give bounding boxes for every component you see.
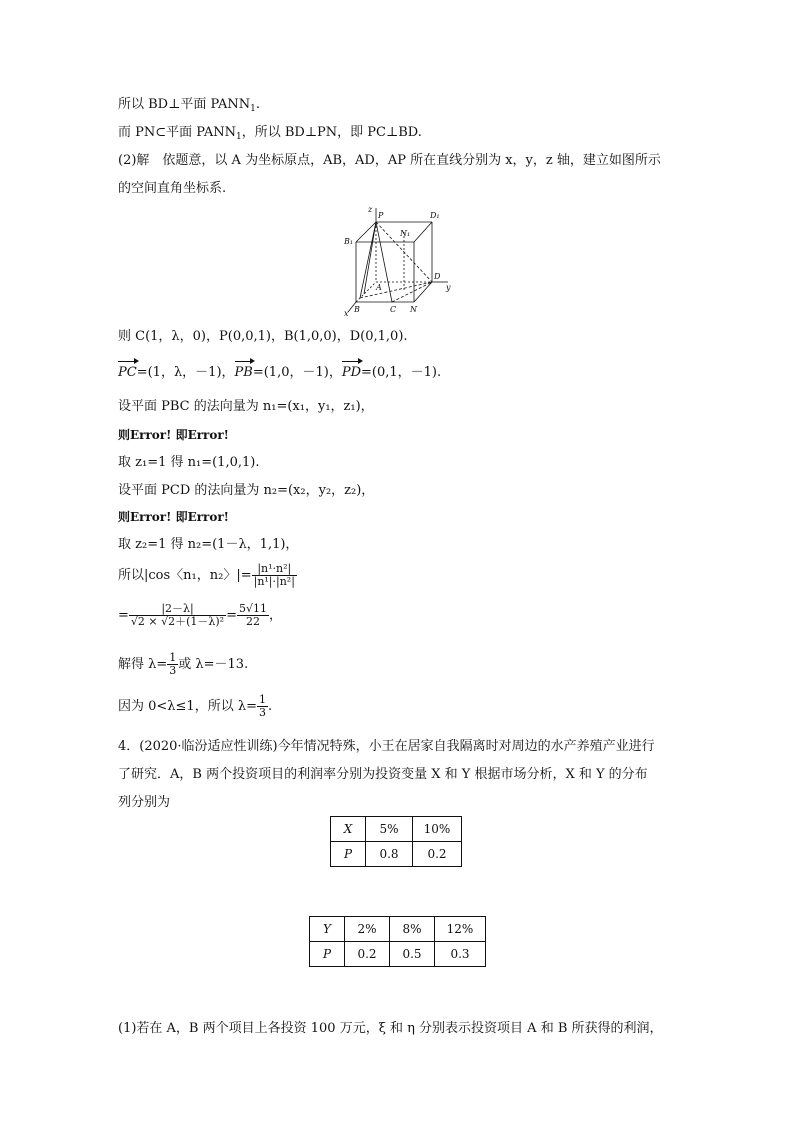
text-line-error-2: 则Error! 即Error! bbox=[118, 510, 229, 524]
edge bbox=[414, 282, 432, 302]
table-cell: 0.2 bbox=[413, 842, 462, 867]
cos-value-fraction: $\frac{|2-\lambda|}{\text{√2 × √2＋(1－λ)²}}$ bbox=[130, 602, 225, 628]
table-row bbox=[331, 817, 462, 842]
text-line-q4-2: 了研究．A，B 两个投资项目的利润率分别为投资变量 X 和 Y 根据市场分析，X 和 Y 的分布 bbox=[118, 767, 648, 782]
text-line-take-2: 取 z₂=1 得 n₂=(1－λ，1,1)， bbox=[118, 537, 299, 552]
label-x: x bbox=[344, 309, 349, 318]
table-cell: X bbox=[331, 817, 366, 842]
cos-fraction: $\frac{\text{|n¹·n²|}}{\text{|n¹|·|n²|}}$ bbox=[253, 562, 295, 588]
text-line-q4-sub1: (1)若在 A，B 两个项目上各投资 100 万元，ξ 和 η 分别表示投资项目 A 和 B 所获得的利润， bbox=[118, 1021, 663, 1036]
table-cell: P bbox=[331, 842, 366, 867]
vector-pb: PB bbox=[234, 365, 253, 380]
vector-pc: PC bbox=[118, 365, 137, 380]
table-cell: 0.2 bbox=[345, 942, 390, 967]
text-line-coords: 则 C(1，λ，0)，P(0,0,1)，B(1,0,0)，D(0,1,0). bbox=[118, 329, 408, 344]
label-y: y bbox=[446, 283, 451, 292]
text-line-pn-subset: 而 PN⊂平面 $PANN_1$，所以 BD⊥PN，即 PC⊥BD. bbox=[118, 125, 422, 142]
distribution-table-x bbox=[330, 816, 462, 867]
table-cell: 0.8 bbox=[366, 842, 413, 867]
text-line-cos-value: = $\frac{|2-\lambda|}{\text{√2 × √2＋(1－λ)²}}$ = $\frac{5√11}{22}$ ， bbox=[118, 602, 283, 628]
table-cell: 0.5 bbox=[390, 942, 435, 967]
text-line-bd-perp: 所以 BD⊥平面 $PANN_1$. bbox=[118, 97, 261, 114]
distribution-table-y bbox=[309, 916, 486, 967]
text-line-normal-2: 设平面 PCD 的法向量为 n₂=(x₂，y₂，z₂)， bbox=[118, 483, 375, 498]
label-d: D bbox=[434, 272, 441, 281]
text-line-take-1: 取 z₁=1 得 n₁=(1,0,1). bbox=[118, 455, 260, 470]
table-cell: 0.3 bbox=[435, 942, 486, 967]
text-line-q4-3: 列分别为 bbox=[118, 795, 171, 810]
table-cell: 10% bbox=[413, 817, 462, 842]
cos-result-fraction: $\frac{5√11}{22}$ bbox=[239, 602, 268, 628]
line-cd bbox=[392, 282, 432, 302]
table-cell: 2% bbox=[345, 917, 390, 942]
label-n1: N₁ bbox=[400, 229, 411, 238]
edge bbox=[414, 222, 432, 242]
text-line-cos: 所以|cos〈n₁，n₂〉|= $\frac{\text{|n¹·n²|}}{\text{|n¹|·|n²|}}$ bbox=[118, 562, 295, 588]
label-b1: B₁ bbox=[344, 237, 354, 246]
edge bbox=[356, 282, 376, 302]
text-line-solution-2: (2)解 依题意，以 A 为坐标原点，AB，AD，AP 所在直线分别为 x，y，z 轴，建立如图所示 bbox=[118, 153, 661, 168]
label-p: P bbox=[378, 211, 384, 220]
cube-coordinate-figure bbox=[340, 202, 460, 318]
text-line-vectors: PC=(1，λ，－1)，PB=(1,0，－1)，PD=(0,1，－1). bbox=[118, 365, 442, 380]
text-line-because: 因为 0<λ≤1，所以 λ= $\frac{1}{3}$ . bbox=[118, 693, 273, 719]
table-cell: Y bbox=[310, 917, 345, 942]
text-line-q4-1: 4．(2020·临汾适应性训练)今年情况特殊，小王在居家自我隔离时对周边的水产养殖产业进行 bbox=[118, 739, 655, 754]
table-row bbox=[310, 942, 486, 967]
label-a: A bbox=[376, 283, 382, 292]
label-d1: D₁ bbox=[430, 211, 440, 220]
table-cell: P bbox=[310, 942, 345, 967]
text-line-normal-1: 设平面 PBC 的法向量为 n₁=(x₁，y₁，z₁)， bbox=[118, 399, 374, 414]
table-row bbox=[331, 842, 462, 867]
text-line-solve: 解得 λ= $\frac{1}{3}$ 或 λ=－13. bbox=[118, 651, 249, 677]
table-cell: 5% bbox=[366, 817, 413, 842]
label-n: N bbox=[410, 305, 417, 314]
line-pb bbox=[360, 222, 376, 298]
table-cell: 12% bbox=[435, 917, 486, 942]
label-c: C bbox=[390, 305, 397, 314]
vector-pd: PD bbox=[341, 365, 361, 380]
label-b: B bbox=[354, 305, 360, 314]
label-z: z bbox=[368, 205, 373, 214]
text-line-error-1: 则Error! 即Error! bbox=[118, 428, 229, 442]
line-bd bbox=[360, 282, 432, 298]
line-pa bbox=[364, 222, 376, 294]
table-row bbox=[310, 917, 486, 942]
table-cell: 8% bbox=[390, 917, 435, 942]
text-line-coordinate-system: 的空间直角坐标系. bbox=[118, 181, 227, 196]
